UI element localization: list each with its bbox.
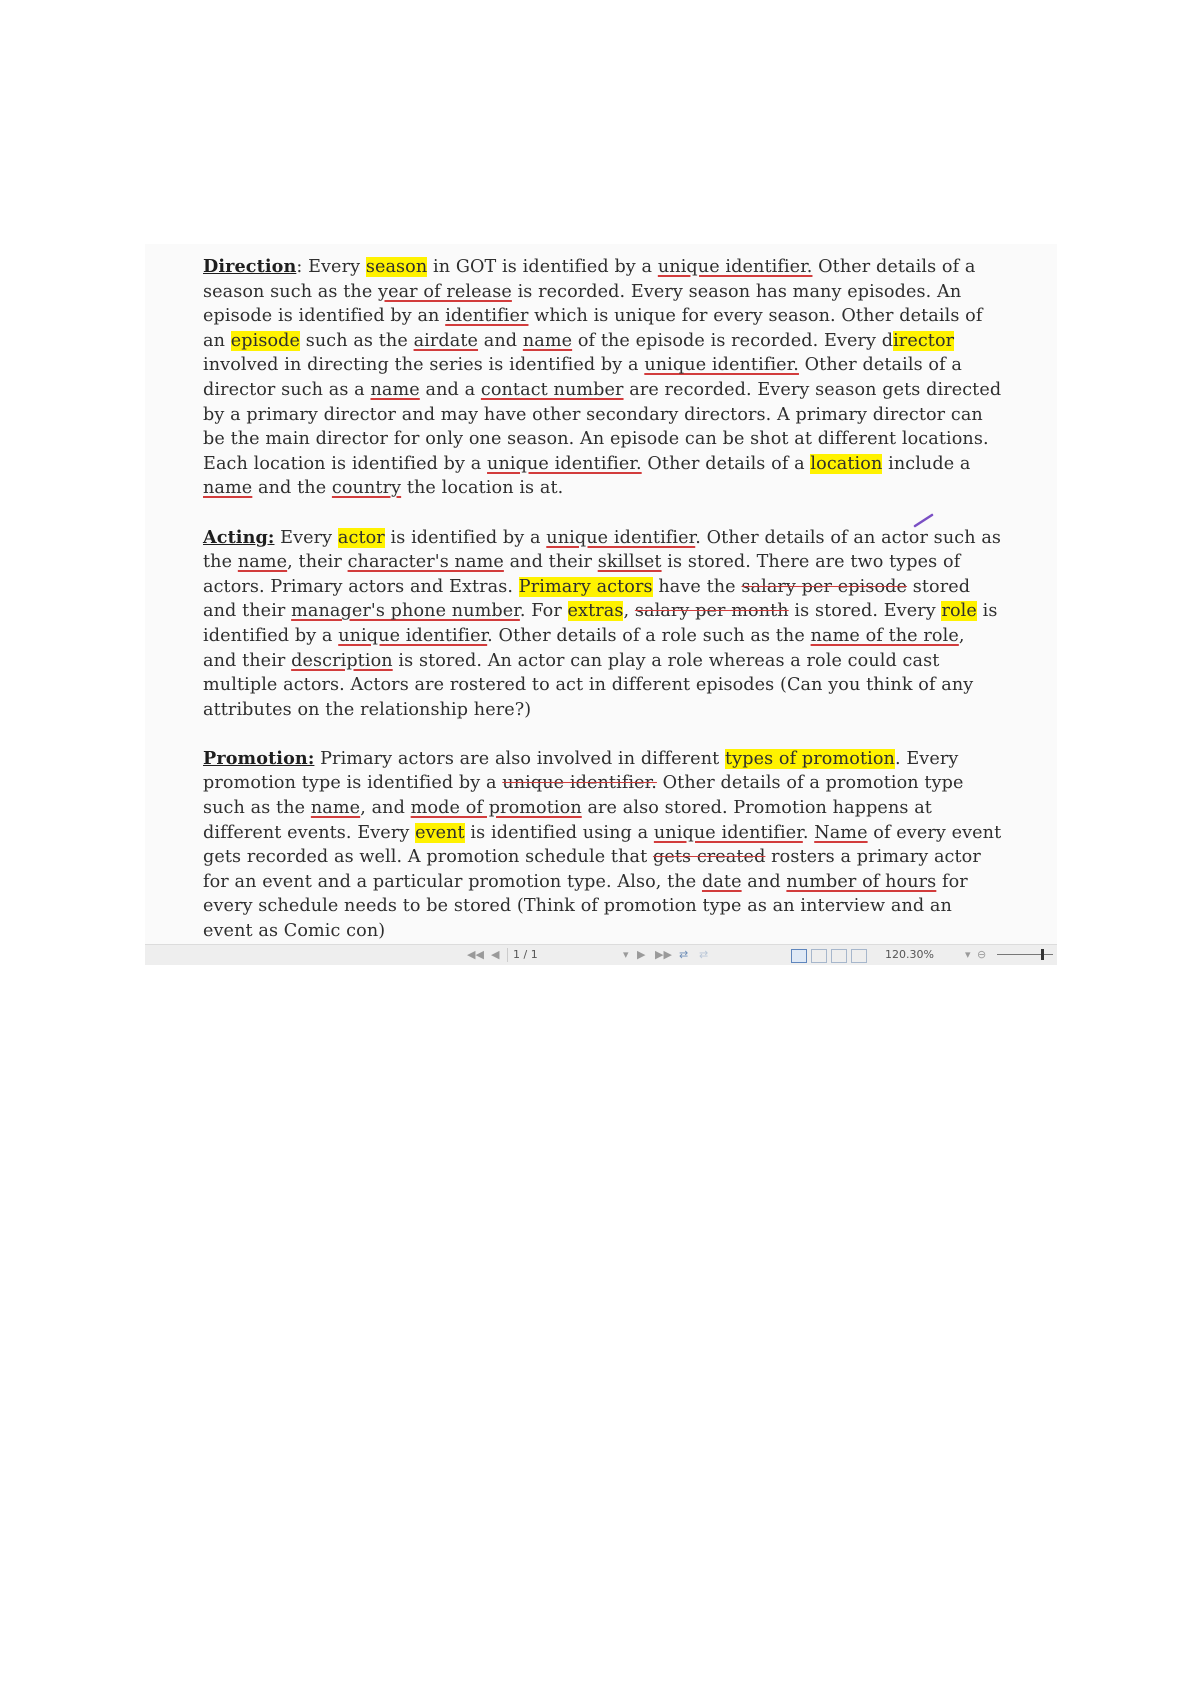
zoom-slider[interactable] bbox=[997, 954, 1053, 955]
text-run: and bbox=[478, 330, 523, 351]
text-run: Other details of a bbox=[641, 453, 811, 474]
highlight-primary-actors: Primary actors bbox=[518, 576, 653, 597]
text-run: are also stored. Promotion happens at different events. Every bbox=[203, 798, 932, 843]
first-page-icon[interactable]: ◀◀ bbox=[467, 948, 484, 961]
text-run: the location is at. bbox=[401, 478, 564, 499]
document-body bbox=[203, 255, 1003, 968]
highlight-actor: actor bbox=[337, 527, 385, 548]
text-run: , bbox=[623, 601, 635, 622]
text-run: involved in directing the series is identified by a bbox=[203, 355, 645, 376]
highlight-location: location bbox=[810, 453, 883, 474]
highlight-event: event bbox=[415, 822, 465, 843]
zoom-out-icon[interactable]: ⊖ bbox=[977, 948, 987, 961]
document-screenshot bbox=[145, 244, 1057, 964]
text-run: is identified by a bbox=[203, 601, 998, 646]
text-run: Other details of a director such as a bbox=[203, 355, 962, 400]
zoom-level[interactable]: 120.30% bbox=[885, 948, 934, 961]
text-run: which is unique for every season. Other details of an bbox=[203, 306, 983, 351]
navigate-back-icon[interactable]: ⇄ bbox=[679, 948, 689, 961]
annotated-unique-identifier: unique identifier bbox=[338, 625, 488, 646]
zoom-slider-thumb[interactable] bbox=[1041, 949, 1044, 960]
text-run: and bbox=[741, 871, 787, 892]
acting-heading: Acting: bbox=[203, 526, 275, 548]
text-run: , their bbox=[287, 552, 348, 573]
annotated-salary-per-month: salary per month bbox=[634, 601, 789, 622]
annotated-character-name: character's name bbox=[347, 552, 504, 573]
text-run: is stored. An actor can play a role whereas a role could cast multiple actors. Actors are rostered to act in different episodes (Can you think of any attributes on the relationship here?) bbox=[203, 650, 974, 720]
text-run: . For bbox=[519, 601, 568, 622]
facing-view-icon[interactable] bbox=[831, 949, 847, 963]
pen-stroke-mark bbox=[913, 512, 935, 528]
navigate-forward-icon[interactable]: ⇄ bbox=[699, 948, 709, 961]
annotated-airdate: airdate bbox=[413, 330, 479, 351]
annotated-identifier: identifier bbox=[445, 306, 529, 327]
text-run: is recorded. Every season has many episodes. An episode is identified by an bbox=[203, 281, 962, 327]
text-run: stored and their bbox=[203, 576, 971, 622]
annotated-unique-identifier: unique identifier. bbox=[487, 453, 642, 474]
direction-heading: Direction bbox=[203, 256, 297, 277]
annotated-unique-identifier: unique identifier. bbox=[502, 773, 657, 794]
highlight-season: season bbox=[365, 257, 428, 277]
viewer-status-bar bbox=[145, 944, 1057, 965]
promotion-paragraph bbox=[203, 747, 1003, 944]
annotated-unique-identifier: unique identifier. bbox=[657, 257, 813, 277]
annotated-mode-of-promotion: mode of promotion bbox=[410, 798, 582, 819]
annotated-skillset: skillset bbox=[597, 552, 662, 573]
text-run: Other details of a season such as the bbox=[203, 257, 976, 302]
text-run: for every schedule needs to be stored (Think of promotion type as an interview and an event as Comic con) bbox=[203, 871, 968, 942]
text-run: such as the bbox=[300, 330, 414, 351]
annotated-country: country bbox=[331, 478, 402, 499]
text-run: . Other details of an actor such as the bbox=[203, 527, 1002, 573]
text-run: Other details of a promotion type such as the bbox=[203, 773, 964, 819]
text-run: and a bbox=[419, 379, 481, 400]
text-run: Every bbox=[274, 527, 338, 548]
text-run: is stored. Every bbox=[788, 601, 942, 622]
annotated-unique-identifier: unique identifier. bbox=[644, 355, 799, 376]
annotated-number-of-hours: number of hours bbox=[786, 871, 937, 892]
text-run: rosters a primary actor for an event and a particular promotion type. Also, the bbox=[203, 847, 981, 892]
last-page-icon[interactable]: ▶▶ bbox=[655, 948, 672, 961]
annotated-name: name bbox=[237, 552, 288, 573]
annotated-description: description bbox=[291, 650, 393, 671]
highlight-extras: extras bbox=[567, 601, 624, 622]
annotated-name: name bbox=[310, 798, 361, 819]
annotated-year-of-release: year of release bbox=[378, 281, 512, 302]
annotated-event-name: Name bbox=[814, 822, 868, 843]
page-dropdown-icon[interactable]: ▾ bbox=[623, 948, 629, 961]
text-run: is identified by a bbox=[384, 527, 547, 548]
text-run: . bbox=[802, 822, 815, 843]
annotated-contact-number: contact number bbox=[480, 379, 624, 400]
annotated-name-of-role: name of the role bbox=[810, 625, 959, 646]
annotated-manager-phone: manager's phone number bbox=[291, 601, 520, 622]
text-run: and the bbox=[252, 478, 332, 499]
text-run: Primary actors are also involved in different bbox=[314, 748, 725, 769]
text-run: in GOT is identified by a bbox=[427, 257, 658, 277]
highlight-role: role bbox=[941, 601, 977, 622]
highlight-director: irector bbox=[893, 330, 955, 351]
next-page-icon[interactable]: ▶ bbox=[637, 948, 646, 961]
annotated-salary-per-episode: salary per episode bbox=[741, 576, 908, 597]
single-page-view-icon[interactable] bbox=[791, 949, 807, 963]
text-run: is stored. There are two types of actors. Primary actors and Extras. bbox=[203, 552, 961, 597]
text-run: : Every bbox=[296, 257, 366, 277]
annotated-name: name bbox=[203, 478, 253, 499]
text-run: and their bbox=[503, 552, 598, 573]
promotion-heading: Promotion: bbox=[203, 747, 315, 769]
previous-page-icon[interactable]: ◀ bbox=[491, 948, 500, 961]
text-run: . Every promotion type is identified by a bbox=[203, 748, 959, 794]
text-run: have the bbox=[652, 576, 742, 597]
text-run: of the episode is recorded. Every d bbox=[572, 330, 894, 351]
highlight-episode: episode bbox=[230, 330, 301, 351]
acting-paragraph bbox=[203, 526, 1003, 723]
annotated-unique-identifier: unique identifier bbox=[546, 527, 696, 548]
direction-paragraph bbox=[203, 255, 1003, 501]
page-indicator[interactable]: 1 / 1 bbox=[507, 948, 623, 962]
highlight-types-of-promotion: types of promotion bbox=[725, 748, 895, 769]
text-run: , and bbox=[360, 798, 411, 819]
continuous-view-icon[interactable] bbox=[811, 949, 827, 963]
text-run: include a bbox=[882, 453, 971, 474]
annotated-unique-identifier: unique identifier bbox=[653, 822, 803, 843]
text-run: is identified using a bbox=[464, 822, 654, 843]
zoom-dropdown-icon[interactable]: ▾ bbox=[965, 948, 971, 961]
annotated-name: name bbox=[522, 330, 573, 351]
text-run: are recorded. Every season gets directed by a primary director and may have other secondary directors. A primary director can be the main director for only one season. An episode can be shot at different locations. Each location is identified by a bbox=[203, 379, 1002, 474]
text-run: , and their bbox=[203, 625, 965, 671]
annotated-gets-created: gets created bbox=[652, 847, 766, 868]
annotated-name: name bbox=[370, 379, 420, 400]
continuous-facing-view-icon[interactable] bbox=[851, 949, 867, 963]
text-run: of every event gets recorded as well. A promotion schedule that bbox=[203, 822, 1002, 868]
annotated-date: date bbox=[701, 871, 742, 892]
text-run: . Other details of a role such as the bbox=[487, 625, 811, 646]
